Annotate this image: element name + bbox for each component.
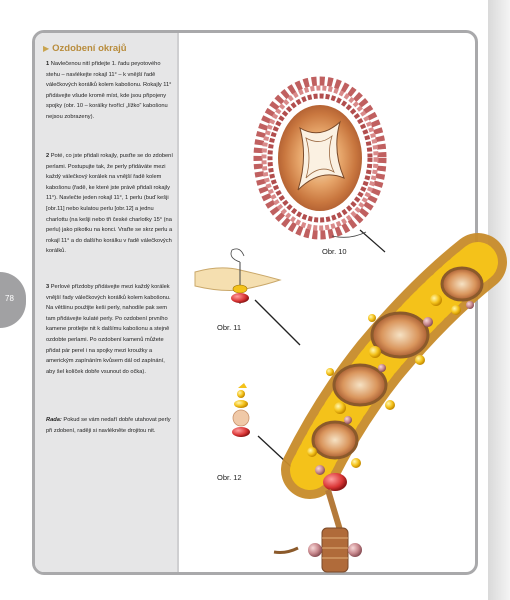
- figure-10-cabochon-illustration: [258, 81, 385, 252]
- section-title-text: Ozdobení okrajů: [52, 43, 127, 54]
- paragraph-1-number: 1: [46, 61, 50, 67]
- paragraph-3-text: Perlové přízdoby přidávejte mezi každý korálek vnější řady válečkových korálků kolem kabošonu. Na většinu použijte keši perly, nahodile pak sem tam přidávejte kulaté perly. Po ozdobení prvního kamene protlejte nit k dalšímu kabošonu a stejně ozdobte perlami. Po ozdobení kamenů můžete přidat pár perel i na spojky mezi kroužky a americkým zapínáním kvůsem dál od zapínání, aby šel kolíček dobře vsunout do očka).: [46, 284, 171, 375]
- tip-text: Pokud se vám nedaří dobře utahovat perly při zdobení, raději si navlékněte drojitou nit.: [46, 417, 171, 434]
- paragraph-3-number: 3: [46, 284, 50, 290]
- tip-label: Rada:: [46, 417, 62, 423]
- figure-12-caption: Obr. 12: [217, 473, 242, 482]
- figure-11-caption: Obr. 11: [217, 323, 242, 332]
- figure-11-illustration: [195, 249, 300, 345]
- paragraph-2-number: 2: [46, 153, 50, 159]
- paragraph-1-text: Navlečenou nití přidejte 1. řadu peyotového stehu – navlékejte rokajl 11° – k vnější řadě válečkových korálků kolem kabošonu. Rokajly 11° přidávejte všude kromě míst, kde jsou připojeny spojky (obr. 10 – korálky tvořící „lížko“ kabošonu nejsou zobrazeny).: [46, 61, 172, 120]
- bracelet-photo: [274, 262, 482, 572]
- triangle-bullet-icon: ▶: [43, 44, 50, 53]
- paragraph-2-text: Poté, co jste přidali rokajly, pusťte se do zdobení perlami. Postupujte tak, že perly přidáváte mezi každý válečkový korálek na vnější řadě kolem kabošonu (řadě, ke které jste právě přidali rokajly 11°). Navlečte jeden rokajl 11°, 1 perlu (buď kešji [obr.11] nebo kulatou perlu [obr.12] a jednu charlottu (na kešji nebo tři české charlotky 15° (na perlu) jako pikotku na konci. Vraťte se skrz perlu a rokajl 11° a do dalšího korálku v řadě válečkových korálků.: [46, 153, 173, 255]
- page-number: 78: [5, 294, 14, 303]
- figure-10-caption: Obr. 10: [322, 247, 347, 256]
